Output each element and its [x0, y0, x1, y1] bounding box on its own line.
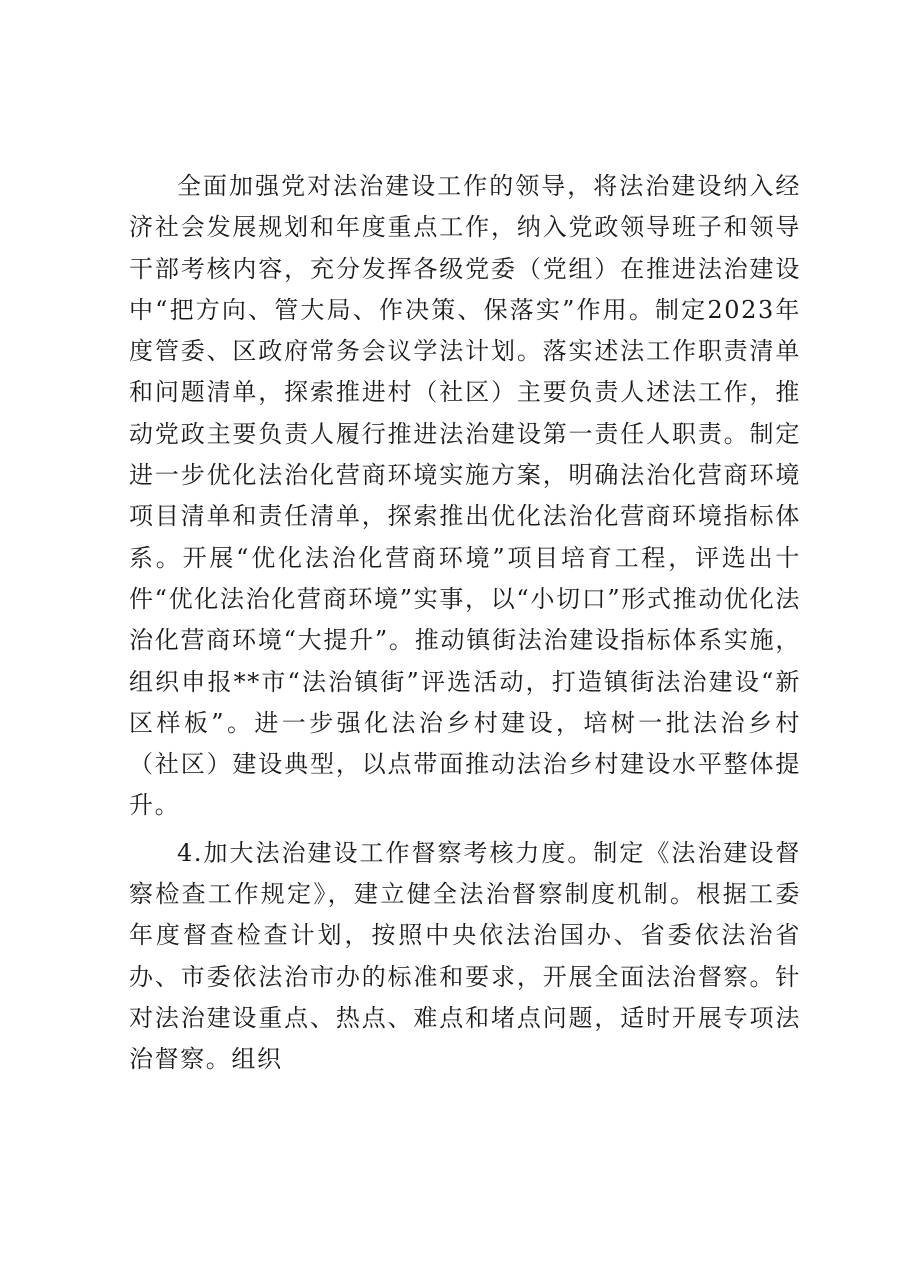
- paragraph-supervision: 4.加大法治建设工作督察考核力度。制定《法治建设督察检查工作规定》，建立健全法治督察制度机制。根据工委年度督查检查计划，按照中央依法治国办、省委依法治省办、市委依法治市办的标准和要求，开展全面法治督察。针对法治建设重点、热点、难点和堵点问题，适时开展专项法治督察。组织: [129, 838, 801, 1074]
- paragraph-party-leadership: 全面加强党对法治建设工作的领导，将法治建设纳入经济社会发展规划和年度重点工作，纳入党政领导班子和领导干部考核内容，充分发挥各级党委（党组）在推进法治建设中“把方向、管大局、作决策、保落实”作用。制定2023年度管委、区政府常务会议学法计划。落实述法工作职责清单和问题清单，探索推进村（社区）主要负责人述法工作，推动党政主要负责人履行推进法治建设第一责任人职责。制定进一步优化法治化营商环境实施方案，明确法治化营商环境项目清单和责任清单，探索推出优化法治化营商环境指标体系。开展“优化法治化营商环境”项目培育工程，评选出十件“优化法治化营商环境”实事，以“小切口”形式推动优化法治化营商环境“大提升”。推动镇街法治建设指标体系实施，组织申报**市“法治镇街”评选活动，打造镇街法治建设“新区样板”。进一步强化法治乡村建设，培树一批法治乡村（社区）建设典型，以点带面推动法治乡村建设水平整体提升。: [129, 172, 801, 820]
- document-body: [129, 166, 801, 1081]
